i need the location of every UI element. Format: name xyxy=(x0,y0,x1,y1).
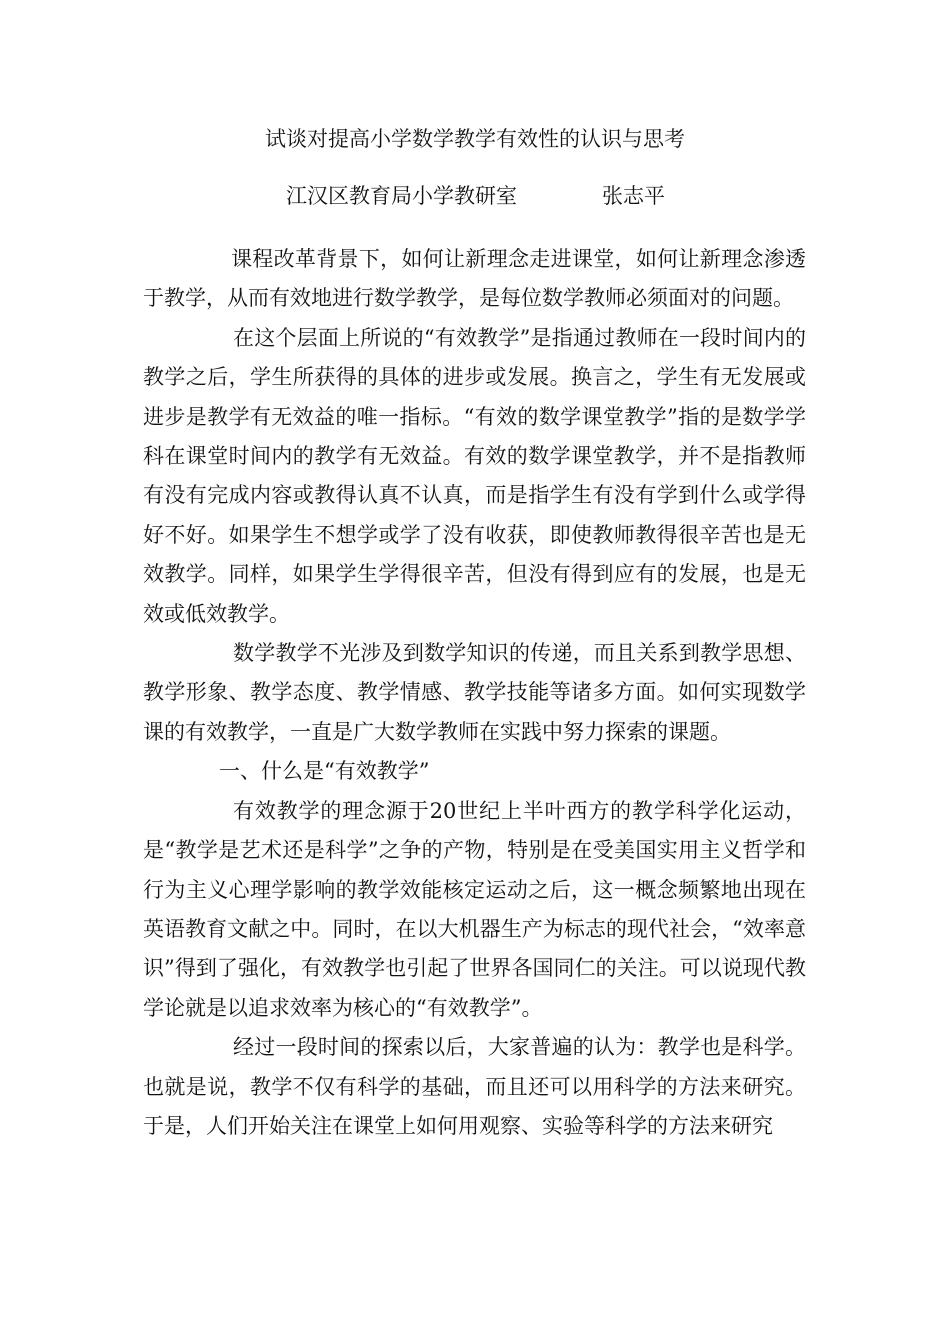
paragraph-5: 经过一段时间的探索以后，大家普遍的认为：教学也是科学。也就是说，教学不仅有科学的基础，而且还可以用科学的方法来研究。于是，人们开始关注在课堂上如何用观察、实验等科学的方法来研究 xyxy=(143,1035,806,1138)
paragraph-1: 课程改革背景下，如何让新理念走进课堂，如何让新理念渗透于教学，从而有效地进行数学教学，是每位数学教师必须面对的问题。 xyxy=(143,247,806,311)
byline xyxy=(286,181,665,211)
paragraph-4: 有效教学的理念源于20世纪上半叶西方的教学科学化运动，是“教学是艺术还是科学”之争的产物，特别是在受美国实用主义哲学和行为主义心理学影响的教学效能核定运动之后，这一概念频繁地出现在英语教育文献之中。同时，在以大机器生产为标志的现代社会，“效率意识”得到了强化，有效教学也引起了世界各国同仁的关注。可以说现代教学论就是以追求效率为核心的“有效教学”。 xyxy=(143,798,806,1020)
document-body xyxy=(143,240,806,1146)
section-heading: 一、什么是“有效教学” xyxy=(219,759,430,784)
author-name: 张志平 xyxy=(602,184,665,208)
paragraph-3: 数学教学不光涉及到数学知识的传递，而且关系到教学思想、教学形象、教学态度、教学情感、教学技能等诸多方面。如何实现数学课的有效教学，一直是广大数学教师在实践中努力探索的课题。 xyxy=(143,641,806,744)
document-title: 试谈对提高小学数学教学有效性的认识与思考 xyxy=(265,127,685,151)
paragraph-2: 在这个层面上所说的“有效教学”是指通过教师在一段时间内的教学之后，学生所获得的具体的进步或发展。换言之，学生有无发展或进步是教学有无效益的唯一指标。“有效的数学课堂教学”指的是数学学科在课堂时间内的教学有无效益。有效的数学课堂教学，并不是指教师有没有完成内容或教得认真不认真，而是指学生有没有学到什么或学得好不好。如果学生不想学或学了没有收获，即使教师教得很辛苦也是无效教学。同样，如果学生学得很辛苦，但没有得到应有的发展，也是无效或低效教学。 xyxy=(143,325,806,626)
affiliation: 江汉区教育局小学教研室 xyxy=(286,184,517,208)
